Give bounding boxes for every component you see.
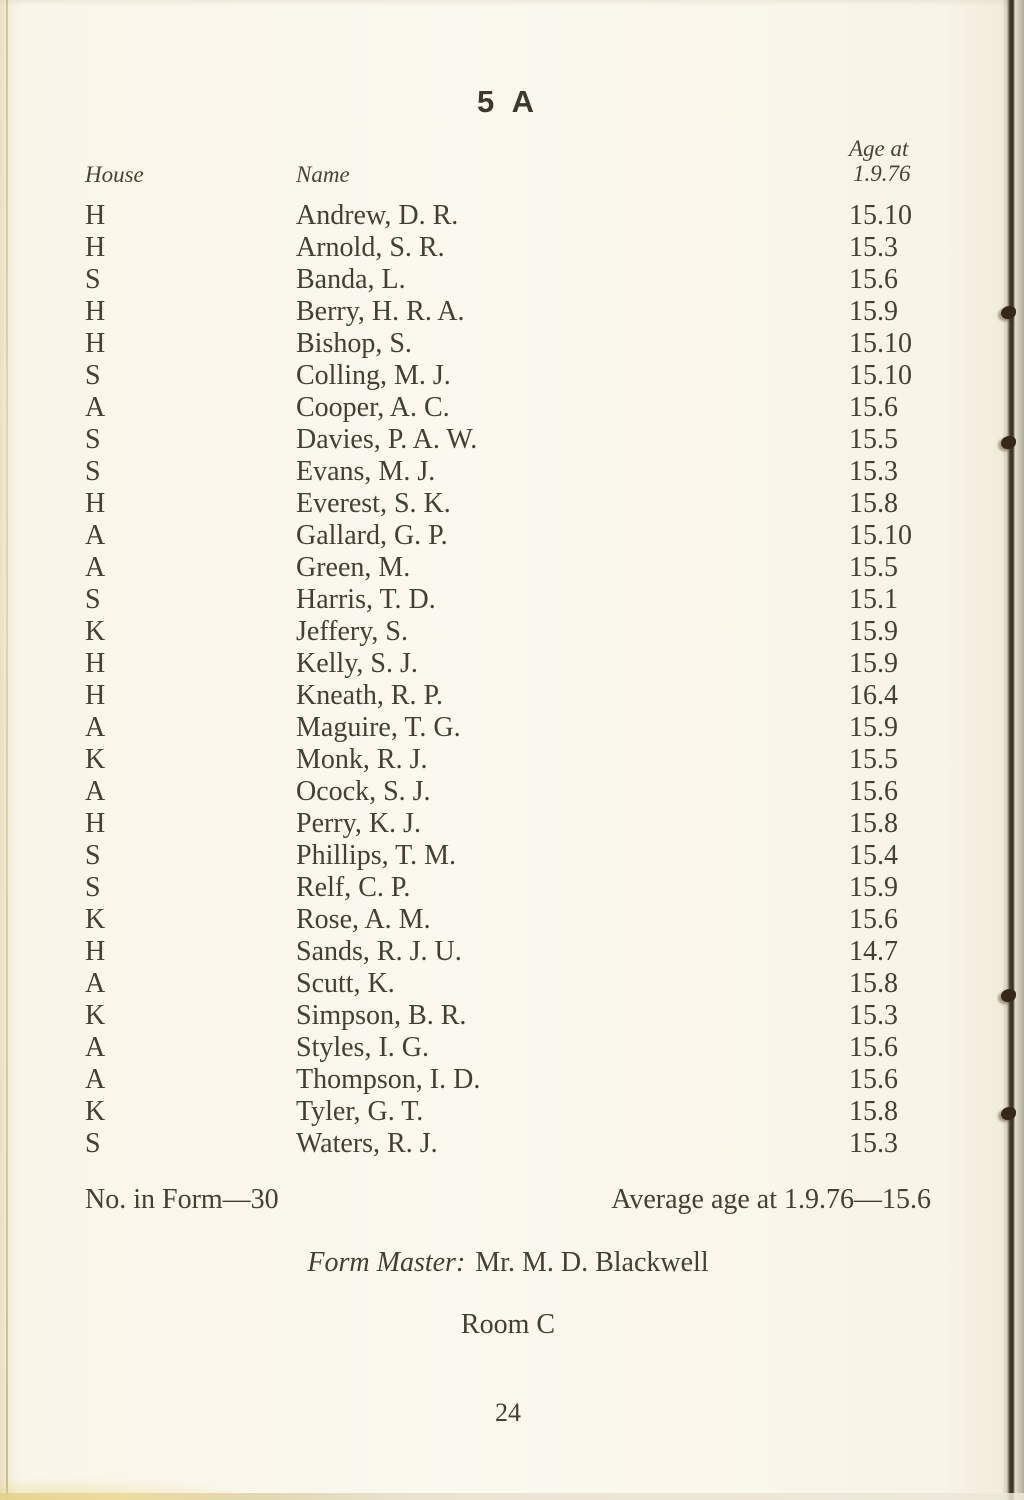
name-cell: Phillips, T. M.: [296, 839, 457, 871]
age-cell: 15.10: [849, 327, 912, 359]
name-cell: Waters, R. J.: [296, 1127, 438, 1159]
house-cell: K: [85, 1095, 106, 1127]
age-cell: 15.5: [849, 423, 898, 455]
table-row: [85, 840, 931, 872]
name-cell: Monk, R. J.: [296, 743, 428, 775]
name-cell: Harris, T. D.: [296, 583, 436, 615]
form-master-name: Mr. M. D. Blackwell: [475, 1246, 709, 1278]
house-cell: A: [85, 519, 106, 551]
name-cell: Rose, A. M.: [296, 903, 431, 935]
form-master-line: [85, 1247, 931, 1279]
house-cell: S: [85, 871, 101, 903]
name-cell: Maguire, T. G.: [296, 711, 461, 743]
column-header-house: House: [85, 161, 144, 187]
name-cell: Andrew, D. R.: [296, 199, 459, 231]
name-cell: Davies, P. A. W.: [296, 423, 478, 455]
table-row: [85, 712, 931, 744]
age-cell: 15.3: [849, 999, 898, 1031]
age-cell: 15.10: [849, 519, 912, 551]
table-row: [85, 1064, 931, 1096]
table-row: [85, 360, 931, 392]
no-in-form: No. in Form—30: [85, 1183, 279, 1215]
name-cell: Ocock, S. J.: [296, 775, 431, 807]
table-row: [85, 232, 931, 264]
name-cell: Kelly, S. J.: [296, 647, 418, 679]
house-cell: S: [85, 1127, 101, 1159]
house-cell: A: [85, 775, 106, 807]
age-cell: 15.9: [849, 871, 898, 903]
name-cell: Styles, I. G.: [296, 1031, 429, 1063]
column-header-age-line1: Age at: [849, 136, 909, 161]
house-cell: K: [85, 903, 106, 935]
house-cell: K: [85, 999, 106, 1031]
page-number: 24: [495, 1397, 521, 1427]
age-cell: 15.9: [849, 615, 898, 647]
age-cell: 15.9: [849, 295, 898, 327]
name-cell: Gallard, G. P.: [296, 519, 448, 551]
house-cell: A: [85, 1063, 106, 1095]
age-cell: 15.3: [849, 231, 898, 263]
age-cell: 15.10: [849, 359, 912, 391]
table-row: [85, 1128, 931, 1160]
age-cell: 15.5: [849, 551, 898, 583]
table-row: [85, 520, 931, 552]
page-content: [85, 0, 931, 1428]
age-cell: 15.8: [849, 967, 898, 999]
age-cell: 15.3: [849, 455, 898, 487]
house-cell: A: [85, 711, 106, 743]
column-header-name: Name: [296, 161, 350, 187]
house-cell: H: [85, 199, 106, 231]
house-cell: A: [85, 967, 106, 999]
house-cell: A: [85, 551, 106, 583]
table-row: [85, 968, 931, 1000]
name-cell: Tyler, G. T.: [296, 1095, 424, 1127]
age-cell: 15.6: [849, 391, 898, 423]
name-cell: Banda, L.: [296, 263, 406, 295]
table-row: [85, 456, 931, 488]
name-cell: Simpson, B. R.: [296, 999, 467, 1031]
name-cell: Jeffery, S.: [296, 615, 408, 647]
table-row: [85, 904, 931, 936]
table-header: [85, 136, 931, 188]
table-row: [85, 392, 931, 424]
house-cell: S: [85, 423, 101, 455]
house-cell: S: [85, 583, 101, 615]
age-cell: 16.4: [849, 679, 898, 711]
page-bottom-edge: [0, 1493, 1024, 1500]
age-cell: 15.6: [849, 775, 898, 807]
house-cell: H: [85, 647, 106, 679]
age-cell: 15.8: [849, 487, 898, 519]
age-cell: 15.4: [849, 839, 898, 871]
name-cell: Cooper, A. C.: [296, 391, 450, 423]
house-cell: K: [85, 615, 106, 647]
house-cell: H: [85, 807, 106, 839]
table-row: [85, 1032, 931, 1064]
page-left-edge: [6, 0, 8, 1500]
age-cell: 15.3: [849, 1127, 898, 1159]
table-row: [85, 936, 931, 968]
house-cell: H: [85, 935, 106, 967]
age-cell: 15.6: [849, 263, 898, 295]
table-row: [85, 808, 931, 840]
name-cell: Arnold, S. R.: [296, 231, 445, 263]
house-cell: K: [85, 743, 106, 775]
table-row: [85, 488, 931, 520]
house-cell: H: [85, 487, 106, 519]
column-header-age: [849, 136, 931, 188]
table-row: [85, 1000, 931, 1032]
name-cell: Kneath, R. P.: [296, 679, 443, 711]
age-cell: 15.8: [849, 1095, 898, 1127]
form-table: [85, 200, 931, 1160]
house-cell: H: [85, 295, 106, 327]
form-master-label: Form Master:: [307, 1246, 466, 1278]
table-row: [85, 680, 931, 712]
name-cell: Thompson, I. D.: [296, 1063, 481, 1095]
page-title: 5 A: [476, 84, 540, 119]
table-row: [85, 264, 931, 296]
age-cell: 15.9: [849, 711, 898, 743]
age-cell: 15.8: [849, 807, 898, 839]
age-cell: 14.7: [849, 935, 898, 967]
name-cell: Colling, M. J.: [296, 359, 451, 391]
name-cell: Everest, S. K.: [296, 487, 451, 519]
house-cell: H: [85, 231, 106, 263]
page-binding-edge: [1002, 0, 1024, 1500]
age-cell: 15.10: [849, 199, 912, 231]
totals-row: [85, 1184, 931, 1216]
age-cell: 15.6: [849, 1063, 898, 1095]
table-row: [85, 744, 931, 776]
table-row: [85, 776, 931, 808]
house-cell: A: [85, 391, 106, 423]
table-row: [85, 296, 931, 328]
table-row: [85, 1096, 931, 1128]
table-row: [85, 552, 931, 584]
house-cell: S: [85, 263, 101, 295]
table-row: [85, 424, 931, 456]
name-cell: Perry, K. J.: [296, 807, 421, 839]
age-cell: 15.5: [849, 743, 898, 775]
table-row: [85, 200, 931, 232]
age-cell: 15.1: [849, 583, 898, 615]
table-row: [85, 584, 931, 616]
name-cell: Sands, R. J. U.: [296, 935, 462, 967]
name-cell: Scutt, K.: [296, 967, 395, 999]
house-cell: S: [85, 839, 101, 871]
name-cell: Green, M.: [296, 551, 411, 583]
house-cell: S: [85, 359, 101, 391]
room-line: Room C: [460, 1308, 556, 1340]
table-row: [85, 328, 931, 360]
age-cell: 15.9: [849, 647, 898, 679]
name-cell: Evans, M. J.: [296, 455, 436, 487]
table-row: [85, 616, 931, 648]
age-cell: 15.6: [849, 1031, 898, 1063]
average-age: Average age at 1.9.76—15.6: [611, 1183, 931, 1215]
house-cell: H: [85, 327, 106, 359]
table-row: [85, 648, 931, 680]
house-cell: H: [85, 679, 106, 711]
name-cell: Relf, C. P.: [296, 871, 411, 903]
name-cell: Berry, H. R. A.: [296, 295, 465, 327]
house-cell: A: [85, 1031, 106, 1063]
age-cell: 15.6: [849, 903, 898, 935]
house-cell: S: [85, 455, 101, 487]
table-row: [85, 872, 931, 904]
name-cell: Bishop, S.: [296, 327, 412, 359]
column-header-age-line2: 1.9.76: [853, 161, 911, 187]
